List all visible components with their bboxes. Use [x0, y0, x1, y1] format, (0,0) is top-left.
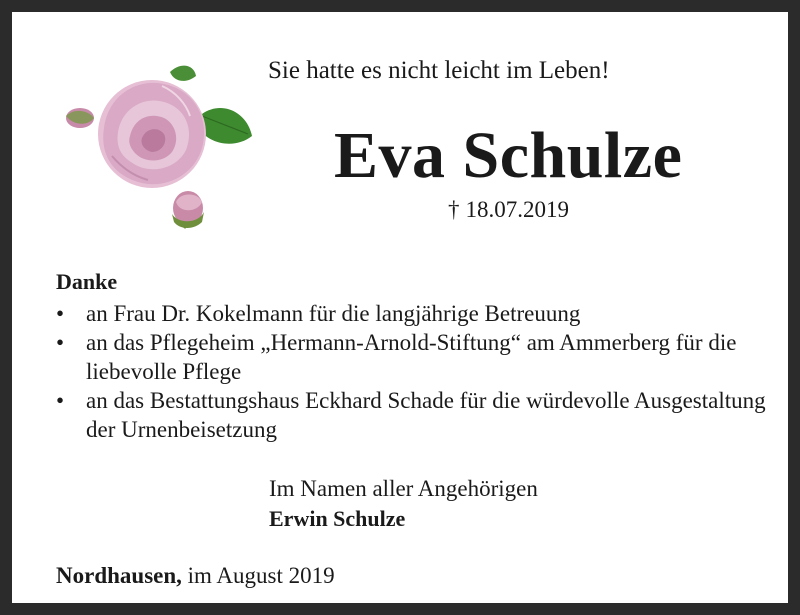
thanks-heading: Danke [56, 269, 118, 294]
place-date-line [56, 562, 335, 590]
cross-icon: † [448, 197, 460, 222]
thanks-list [56, 299, 776, 444]
thanks-item-text: an das Bestattungshaus Eckhard Schade für die würdevolle Ausgestaltung der Urnenbeisetzung [86, 388, 766, 442]
thanks-item-text: an das Pflegeheim „Hermann-Arnold-Stiftung“ am Ammerberg für die liebevolle Pflege [86, 330, 737, 384]
list-item [56, 299, 776, 328]
date-text: im August 2019 [187, 563, 335, 588]
signature-name: Erwin Schulze [269, 506, 406, 531]
signature-caption: Im Namen aller Angehörigen [269, 476, 538, 501]
list-item [56, 386, 776, 444]
motto-text: Sie hatte es nicht leicht im Leben! [268, 57, 610, 84]
death-date: 18.07.2019 [465, 197, 569, 222]
bullet-icon: • [56, 388, 65, 413]
list-item [56, 328, 776, 386]
bullet-icon: • [56, 301, 65, 326]
bullet-icon: • [56, 330, 65, 355]
rose-image [52, 56, 262, 238]
deceased-name: Eva Schulze [334, 119, 683, 192]
thanks-item-text: an Frau Dr. Kokelmann für die langjährige Betreuung [86, 301, 581, 326]
city-name: Nordhausen, [56, 563, 182, 588]
death-date-line [448, 196, 569, 224]
